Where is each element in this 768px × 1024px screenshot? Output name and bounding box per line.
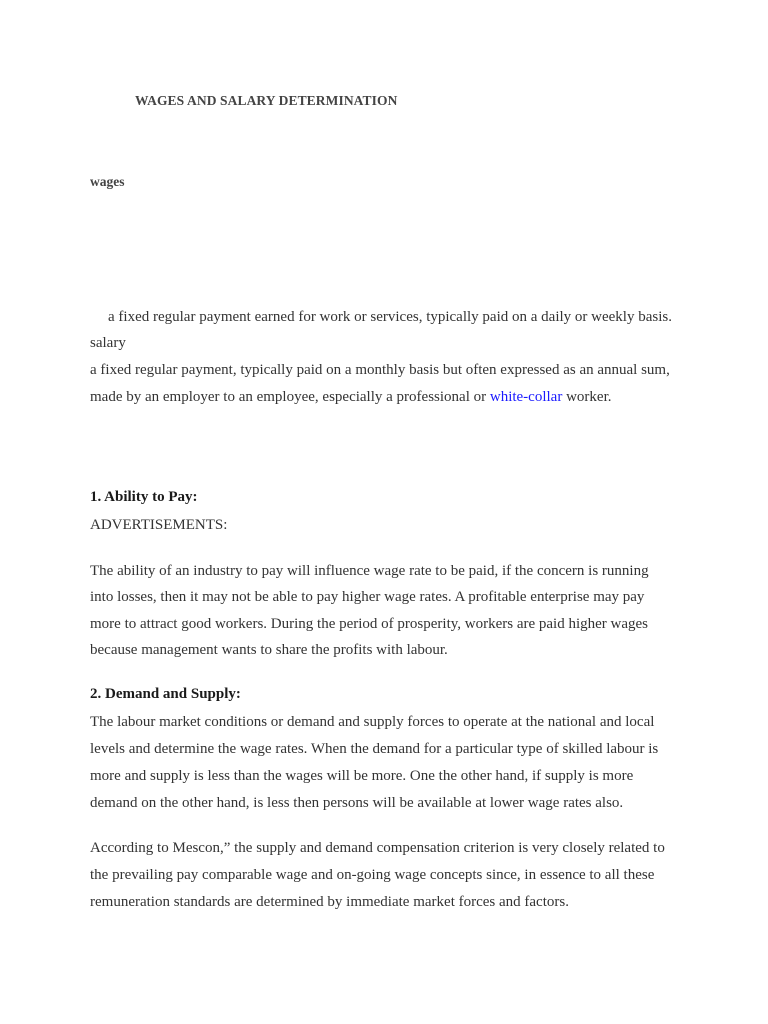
white-collar-link[interactable]: white-collar	[489, 389, 563, 405]
quote-line: the prevailing pay comparable wage and on-going wage concepts since, in essence to all these	[90, 867, 655, 883]
section-1-line: because management wants to share the profits with labour.	[90, 642, 448, 658]
section-2-line: demand on the other hand, is less then persons will be available at lower wage rates also.	[90, 795, 624, 811]
document-title: WAGES AND SALARY DETERMINATION	[135, 93, 398, 108]
quote-line: According to Mescon,” the supply and demand compensation criterion is very closely related to	[90, 840, 665, 856]
wages-label: wages	[90, 174, 125, 189]
section-1-line: more to attract good workers. During the period of prosperity, workers are paid higher wages	[90, 616, 649, 632]
section-1-line: into losses, then it may not be able to pay higher wage rates. A profitable enterprise may pay	[90, 589, 645, 605]
salary-definition-line-2	[90, 387, 611, 407]
section-1-line: The ability of an industry to pay will influence wage rate to be paid, if the concern is running	[90, 563, 649, 579]
wages-definition: a fixed regular payment earned for work or services, typically paid on a daily or weekly basis.	[108, 309, 672, 325]
salary-definition-line-2-pre: made by an employer to an employee, especially a professional or	[90, 389, 490, 405]
section-2-heading: 2. Demand and Supply:	[90, 686, 241, 702]
section-2-line: levels and determine the wage rates. When the demand for a particular type of skilled labour is	[90, 741, 659, 757]
salary-label: salary	[90, 335, 126, 351]
salary-definition-line-1: a fixed regular payment, typically paid on a monthly basis but often expressed as an annual sum,	[90, 362, 670, 378]
quote-line: remuneration standards are determined by immediate market forces and factors.	[90, 894, 569, 910]
section-2-line: The labour market conditions or demand and supply forces to operate at the national and local	[90, 714, 655, 730]
section-2-line: more and supply is less than the wages will be more. One the other hand, if supply is more	[90, 768, 634, 784]
section-1-heading: 1. Ability to Pay:	[90, 489, 198, 505]
salary-definition-line-2-post: worker.	[562, 389, 612, 405]
advertisements-label: ADVERTISEMENTS:	[90, 517, 228, 533]
